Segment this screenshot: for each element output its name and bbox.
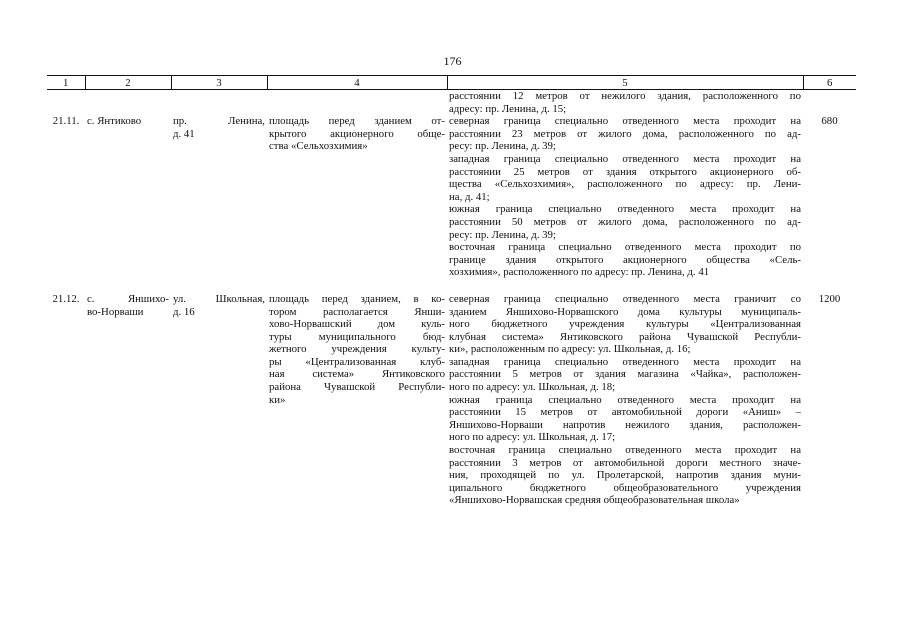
row-number: 21.12.: [52, 292, 80, 305]
row-number: 21.11.: [52, 115, 80, 128]
text-line: на, д. 41;: [449, 190, 490, 203]
text-line: расстоянии 15 метров от автомобильной дороги «Аниш» –: [449, 406, 801, 419]
continuation-row: [47, 90, 856, 116]
area-cell: 1200: [818, 292, 841, 305]
text-line: расстоянии 12 метров от нежилого здания, расположенного по: [449, 90, 801, 102]
borders-cell: [447, 115, 803, 279]
text-line: расстоянии 25 метров от здания открытого акционерного об-: [449, 165, 801, 178]
text-line: тором располагается Янши-: [269, 305, 445, 318]
text-line: западная граница специально отведенного места проходит на: [449, 152, 801, 165]
text-line: расстоянии 50 метров от жилого дома, расположенного по ад-: [449, 215, 801, 228]
text-line: ная система» Янтиковского: [269, 368, 445, 381]
text-line: площадь перед зданием от-: [269, 115, 445, 128]
text-line: ного бюджетного учреждения культуры «Централизованная: [449, 318, 801, 331]
column-header-1: 1: [47, 76, 85, 90]
text-line: «Яншихово-Норвашская средняя общеобразовательная школа»: [449, 494, 740, 507]
text-line: ул. Школьная,: [173, 292, 265, 305]
table-row: [47, 115, 856, 279]
text-line: южная граница специально отведенного места проходит на: [449, 393, 801, 406]
text-line: туры муниципального бюд-: [269, 330, 445, 343]
text-line: ресу: пр. Ленина, д. 39;: [449, 228, 556, 241]
text-line: крытого акционерного обще-: [269, 127, 445, 140]
text-line: северная граница специально отведенного места граничит со: [449, 292, 801, 305]
text-line: ки», расположенным по адресу: ул. Школьная, д. 16;: [449, 343, 691, 356]
text-line: границе здания открытого акционерного общества «Сель-: [449, 253, 801, 266]
table-header-row: [47, 76, 856, 90]
address-cell: [171, 115, 267, 279]
text-line: ния, проходящей по ул. Пролетарской, напротив здания муни-: [449, 469, 801, 482]
text-line: д. 41: [173, 127, 195, 140]
table-row: [47, 293, 856, 507]
text-line: западная граница специально отведенного места проходит на: [449, 355, 801, 368]
column-header-5: 5: [447, 76, 803, 90]
continuation-borders: [447, 90, 803, 116]
column-header-4: 4: [267, 76, 447, 90]
text-line: ресу: пр. Ленина, д. 39;: [449, 140, 556, 153]
text-line: восточная граница специально отведенного места проходит на: [449, 444, 801, 457]
text-line: хово-Норвашский дом куль-: [269, 318, 445, 331]
locality-cell: [85, 115, 171, 279]
place-cell: [267, 293, 447, 507]
text-line: ки»: [269, 393, 286, 406]
column-header-3: 3: [171, 76, 267, 90]
places-table: [47, 75, 856, 507]
address-cell: [171, 293, 267, 507]
text-line: ного по адресу: ул. Школьная, д. 18;: [449, 381, 616, 394]
text-line: района Чувашской Республи-: [269, 381, 445, 394]
text-line: пр. Ленина,: [173, 115, 265, 128]
text-line: зданием Яншихово-Норвашского дома культуры муниципаль-: [449, 305, 801, 318]
text-line: с. Янтиково: [87, 115, 142, 128]
text-line: с. Яншихо-: [87, 292, 169, 305]
text-line: восточная граница специально отведенного места проходит по: [449, 241, 801, 254]
text-line: Яншихово-Норваши напротив нежилого здания, расположен-: [449, 418, 801, 431]
text-line: ры «Централизованная клуб-: [269, 355, 445, 368]
text-line: площадь перед зданием, в ко-: [269, 292, 445, 305]
text-line: ного по адресу: ул. Школьная, д. 17;: [449, 431, 616, 444]
place-cell: [267, 115, 447, 279]
locality-cell: [85, 293, 171, 507]
text-line: северная граница специально отведенного места проходит на: [449, 115, 801, 128]
text-line: щества «Сельхозхимия», расположенного по адресу: пр. Лени-: [449, 178, 801, 191]
borders-cell: [447, 293, 803, 507]
text-line: расстоянии 23 метров от жилого дома, расположенного по ад-: [449, 127, 801, 140]
text-line: адресу: пр. Ленина, д. 15;: [449, 102, 567, 115]
text-line: жетного учреждения культу-: [269, 343, 445, 356]
text-line: во-Норваши: [87, 305, 144, 318]
text-line: хозхимия», расположенного по адресу: пр. Ленина, д. 41: [449, 266, 710, 279]
column-header-2: 2: [85, 76, 171, 90]
text-line: расстоянии 5 метров от здания магазина «Чайка», расположен-: [449, 368, 801, 381]
row-spacer: [47, 279, 856, 293]
column-header-6: 6: [803, 76, 856, 90]
text-line: д. 16: [173, 305, 195, 318]
area-cell: 680: [821, 115, 838, 128]
text-line: ства «Сельхозхимия»: [269, 140, 368, 153]
text-line: южная граница специально отведенного места проходит на: [449, 203, 801, 216]
text-line: ципального бюджетного общеобразовательного учреждения: [449, 481, 801, 494]
text-line: расстоянии 3 метров от автомобильной дороги местного значе-: [449, 456, 801, 469]
page-number: 176: [443, 54, 462, 68]
text-line: клубная система» Янтиковского района Чувашской Республи-: [449, 330, 801, 343]
